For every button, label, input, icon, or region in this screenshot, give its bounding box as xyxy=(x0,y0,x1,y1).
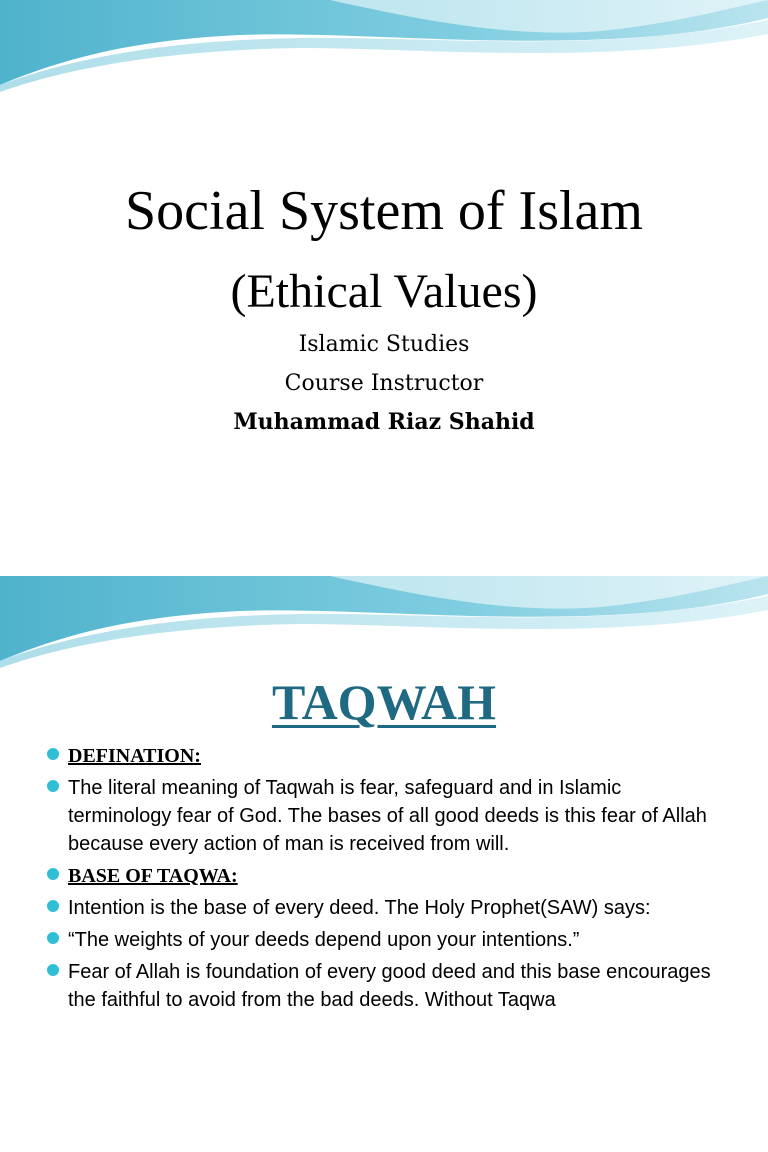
bullet-text: BASE OF TAQWA: xyxy=(68,865,238,887)
bullet-icon xyxy=(47,964,59,976)
instructor-name: Muhammad Riaz Shahid xyxy=(233,409,535,435)
instructor-role: Course Instructor xyxy=(284,371,484,396)
bullet-text: The literal meaning of Taqwah is fear, safeguard and in Islamic terminology fear of God. The bases of all good deeds is this fear of Allah because every action of man is received from will. xyxy=(68,777,707,855)
slide-title: Social System of Islam xyxy=(125,180,643,242)
bullet-icon xyxy=(47,868,59,880)
course-name: Islamic Studies xyxy=(298,332,470,357)
bullet-text: Fear of Allah is foundation of every good deed and this base encourages the faithful to avoid from the bad deeds. Without Taqwa xyxy=(68,961,711,1011)
bullet-icon xyxy=(47,932,59,944)
list-item xyxy=(0,958,768,1014)
list-item xyxy=(0,894,768,922)
content-slide xyxy=(0,576,768,1152)
bullet-text: Intention is the base of every deed. The Holy Prophet(SAW) says: xyxy=(68,897,651,919)
bullet-icon xyxy=(47,900,59,912)
bullet-text: “The weights of your deeds depend upon your intentions.” xyxy=(68,929,580,951)
wave-decoration xyxy=(0,0,768,100)
bullet-icon xyxy=(47,748,59,760)
slide-heading: TAQWAH xyxy=(271,674,497,730)
list-item xyxy=(0,742,768,770)
list-item xyxy=(0,862,768,890)
slide-subtitle: (Ethical Values) xyxy=(230,265,538,318)
list-item xyxy=(0,774,768,858)
bullet-text: DEFINATION: xyxy=(68,745,201,767)
bullet-icon xyxy=(47,780,59,792)
wave-decoration xyxy=(0,576,768,676)
list-item xyxy=(0,926,768,954)
bullet-list xyxy=(0,742,768,1018)
